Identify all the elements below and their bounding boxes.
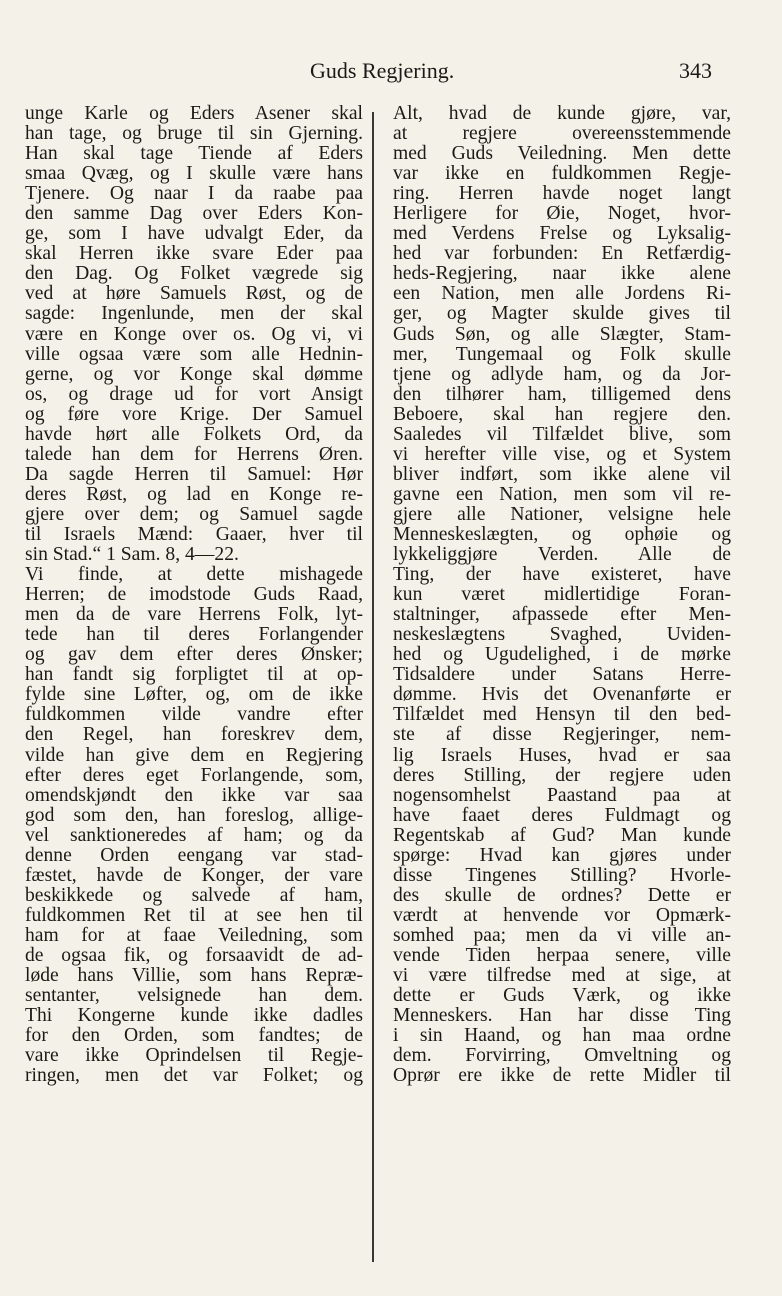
text-line: Regentskab af Gud? Man kunde bbox=[393, 825, 731, 846]
text-line: Oprør ere ikke de rette Midler til bbox=[393, 1066, 731, 1087]
text-line: han tage, og bruge til sin Gjerning. bbox=[25, 124, 363, 145]
text-line: ge, som I have udvalgt Eder, da bbox=[25, 224, 363, 245]
text-line: fæstet, havde de Konger, der vare bbox=[25, 865, 363, 886]
text-line: de ogsaa fik, og forsaavidt de ad- bbox=[25, 945, 363, 966]
text-line: med Guds Veiledning. Men dette bbox=[393, 144, 731, 165]
text-line: god som den, han foreslog, allige- bbox=[25, 805, 363, 826]
text-line: den samme Dag over Eders Kon- bbox=[25, 204, 363, 225]
text-line: vi herefter ville vise, og et System bbox=[393, 444, 731, 465]
text-line: værdt at henvende vor Opmærk- bbox=[393, 905, 731, 926]
text-line: vare ikke Oprindelsen til Regje- bbox=[25, 1046, 363, 1067]
text-line: ger, og Magter skulde gives til bbox=[393, 304, 731, 325]
text-line: ville ogsaa være som alle Hednin- bbox=[25, 344, 363, 365]
text-line: dem. Forvirring, Omveltning og bbox=[393, 1046, 731, 1067]
text-line: deres Røst, og lad en Konge re- bbox=[25, 484, 363, 505]
text-line: den tilhører ham, tilligemed dens bbox=[393, 384, 731, 405]
text-line: fuldkommen Ret til at see hen til bbox=[25, 905, 363, 926]
text-line: efter deres eget Forlangende, som, bbox=[25, 765, 363, 786]
text-line: Alt, hvad de kunde gjøre, var, bbox=[393, 104, 731, 124]
text-line: være en Konge over os. Og vi, vi bbox=[25, 324, 363, 345]
right-text-column bbox=[393, 104, 731, 1086]
text-line: sin Stad.“ 1 Sam. 8, 4—22. bbox=[25, 545, 239, 566]
text-line: gavne een Nation, men som vil re- bbox=[393, 484, 731, 505]
text-line: lykkeliggjøre Verden. Alle de bbox=[393, 545, 731, 566]
text-line: have faaet deres Fuldmagt og bbox=[393, 805, 731, 826]
text-line: han fandt sig forpligtet til at op- bbox=[25, 665, 363, 686]
running-header bbox=[20, 58, 720, 90]
text-line: spørge: Hvad kan gjøres under bbox=[393, 845, 731, 866]
text-line: med Verdens Frelse og Lyksalig- bbox=[393, 224, 731, 245]
text-line: Herren; de imodstode Guds Raad, bbox=[25, 585, 363, 606]
text-line: fuldkommen vilde vandre efter bbox=[25, 705, 363, 726]
text-line: dette er Guds Værk, og ikke bbox=[393, 986, 731, 1007]
text-line: vel sanktioneredes af ham; og da bbox=[25, 825, 363, 846]
text-line: og gav dem efter deres Ønsker; bbox=[25, 645, 363, 666]
left-text-column bbox=[25, 104, 363, 1086]
text-line: ste af disse Regjeringer, nem- bbox=[393, 725, 731, 746]
text-line: skal Herren ikke svare Eder paa bbox=[25, 244, 363, 265]
text-line: ved at høre Samuels Røst, og de bbox=[25, 284, 363, 305]
text-line: deres Stilling, der regjere uden bbox=[393, 765, 731, 786]
text-line: ham for at faae Veiledning, som bbox=[25, 925, 363, 946]
column-divider bbox=[372, 112, 374, 1262]
text-line: Tilfældet med Hensyn til den bed- bbox=[393, 705, 731, 726]
text-line: staltninger, afpassede efter Men- bbox=[393, 605, 731, 626]
text-line: des skulle de ordnes? Dette er bbox=[393, 885, 731, 906]
text-line: tede han til deres Forlangender bbox=[25, 625, 363, 646]
text-line: og føre vore Krige. Der Samuel bbox=[25, 404, 363, 425]
text-line: ringen, men det var Folket; og bbox=[25, 1066, 363, 1087]
text-line: Tjenere. Og naar I da raabe paa bbox=[25, 184, 363, 205]
text-line: Herligere for Øie, Noget, hvor- bbox=[393, 204, 731, 225]
text-line: men da de vare Herrens Folk, lyt- bbox=[25, 605, 363, 626]
text-line: Tidsaldere under Satans Herre- bbox=[393, 665, 731, 686]
text-line: nogensomhelst Paastand paa at bbox=[393, 785, 731, 806]
text-line: Vi finde, at dette mishagede bbox=[25, 565, 363, 586]
running-title: Guds Regjering. bbox=[310, 58, 455, 83]
text-line: heds-Regjering, naar ikke alene bbox=[393, 264, 731, 285]
text-line: talede han dem for Herrens Øren. bbox=[25, 444, 363, 465]
text-line: vi være tilfredse med at sige, at bbox=[393, 966, 731, 987]
text-line: unge Karle og Eders Asener skal bbox=[25, 104, 363, 124]
text-line: disse Tingenes Stilling? Hvorle- bbox=[393, 865, 731, 886]
text-line: havde hørt alle Folkets Ord, da bbox=[25, 424, 363, 445]
text-line: kun været midlertidige Foran- bbox=[393, 585, 731, 606]
text-line: bliver indført, som ikke alene vil bbox=[393, 464, 731, 485]
text-line: i sin Haand, og han maa ordne bbox=[393, 1026, 731, 1047]
text-line: Saaledes vil Tilfældet blive, som bbox=[393, 424, 731, 445]
text-line: at regjere overeensstemmende bbox=[393, 124, 731, 145]
text-line: gjere alle Nationer, velsigne hele bbox=[393, 504, 731, 525]
text-line: neskeslægtens Svaghed, Uviden- bbox=[393, 625, 731, 646]
text-line: den Regel, han foreskrev dem, bbox=[25, 725, 363, 746]
text-line: hed var forbunden: En Retfærdig- bbox=[393, 244, 731, 265]
text-line: fylde sine Løfter, og, om de ikke bbox=[25, 685, 363, 706]
text-line: os, og drage ud for vort Ansigt bbox=[25, 384, 363, 405]
text-line: sentanter, velsignede han dem. bbox=[25, 986, 363, 1007]
text-line: somhed paa; men da vi ville an- bbox=[393, 925, 731, 946]
text-line: mer, Tungemaal og Folk skulle bbox=[393, 344, 731, 365]
text-line: Da sagde Herren til Samuel: Hør bbox=[25, 464, 363, 485]
text-line: beskikkede og salvede af ham, bbox=[25, 885, 363, 906]
text-line: Beboere, skal han regjere den. bbox=[393, 404, 731, 425]
text-line: løde hans Villie, som hans Repræ- bbox=[25, 966, 363, 987]
text-line: Thi Kongerne kunde ikke dadles bbox=[25, 1006, 363, 1027]
text-line: til Israels Mænd: Gaaer, hver til bbox=[25, 524, 363, 545]
text-line: smaa Qvæg, og I skulle være hans bbox=[25, 164, 363, 185]
text-line: een Nation, men alle Jordens Ri- bbox=[393, 284, 731, 305]
page-number: 343 bbox=[679, 58, 712, 83]
text-line: sagde: Ingenlunde, men der skal bbox=[25, 304, 363, 325]
text-line: ring. Herren havde noget langt bbox=[393, 184, 731, 205]
text-line: omendskjøndt den ikke var saa bbox=[25, 785, 363, 806]
text-line: for den Orden, som fandtes; de bbox=[25, 1026, 363, 1047]
text-line: Ting, der have existeret, have bbox=[393, 565, 731, 586]
text-line: vilde han give dem en Regjering bbox=[25, 745, 363, 766]
text-line: gerne, og vor Konge skal dømme bbox=[25, 364, 363, 385]
text-line: den Dag. Og Folket vægrede sig bbox=[25, 264, 363, 285]
text-line: vende Tiden herpaa senere, ville bbox=[393, 945, 731, 966]
text-line: gjere over dem; og Samuel sagde bbox=[25, 504, 363, 525]
text-line: denne Orden eengang var stad- bbox=[25, 845, 363, 866]
text-line: hed og Ugudelighed, i de mørke bbox=[393, 645, 731, 666]
text-line: lig Israels Huses, hvad er saa bbox=[393, 745, 731, 766]
text-line: var ikke en fuldkommen Regje- bbox=[393, 164, 731, 185]
text-line: Menneskers. Han har disse Ting bbox=[393, 1006, 731, 1027]
text-line: Menneskeslægten, og ophøie og bbox=[393, 524, 731, 545]
text-line: Guds Søn, og alle Slægter, Stam- bbox=[393, 324, 731, 345]
text-line: dømme. Hvis det Ovenanførte er bbox=[393, 685, 731, 706]
text-line: Han skal tage Tiende af Eders bbox=[25, 144, 363, 165]
text-line: tjene og adlyde ham, og da Jor- bbox=[393, 364, 731, 385]
